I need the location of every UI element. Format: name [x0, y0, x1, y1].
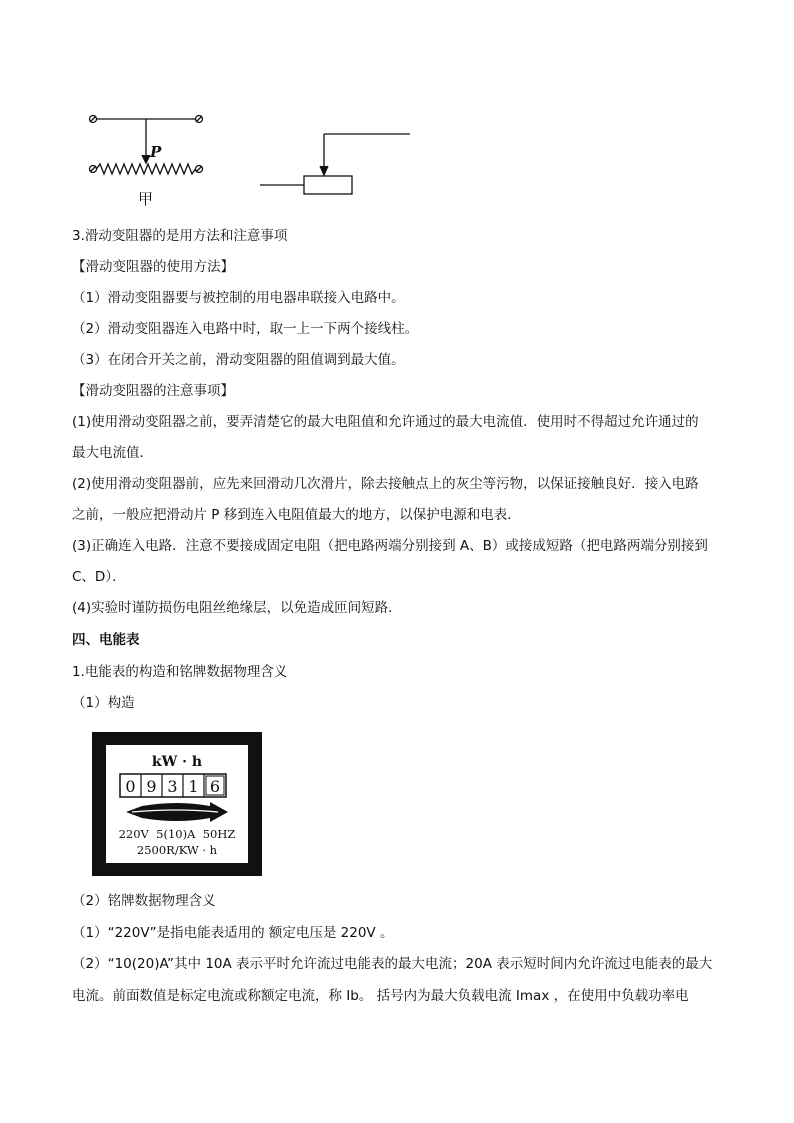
text-line: （2）滑动变阻器连入电路中时，取一上一下两个接线柱。: [72, 321, 419, 337]
text-line: （1）构造: [72, 695, 135, 711]
meter-digit: 9: [146, 777, 157, 796]
text-line: (3)正确连入电路．注意不要接成固定电阻（把电路两端分别接到 A、B）或接成短路（把电路两端分别接到: [72, 538, 708, 554]
text-line: 【滑动变阻器的注意事项】: [72, 383, 234, 399]
rheostat-schematic-figure: [260, 128, 414, 200]
slider-label-p: P: [150, 143, 162, 161]
text-line: C、D）．: [72, 569, 126, 585]
meter-digit: 1: [188, 777, 199, 796]
resistor-rectangle: [304, 176, 352, 194]
meter-unit-label: kW · h: [151, 754, 203, 770]
text-line: （2）“10(20)A”其中 10A 表示平时允许流过电能表的最大电流；20A 表示短时间内允许流过电能表的最大: [72, 956, 713, 972]
text-line: (2)使用滑动变阻器前，应先来回滑动几次滑片，除去接触点上的灰尘等污物，以保证接触良好．接入电路: [72, 476, 699, 492]
meter-digit: 0: [125, 777, 136, 796]
text-line: 电流。前面数值是标定电流或称额定电流，称 Ib。 括号内为最大负载电流 Imax ，在使用中负载功率电: [72, 988, 689, 1004]
figure-label-jia: 甲: [138, 190, 154, 208]
meter-rating-line-2: 2500R/KW · h: [136, 843, 218, 857]
text-line: （1）“220V”是指电能表适用的 额定电压是 220V 。: [72, 925, 394, 941]
text-line: 之前，一般应把滑动片 P 移到连入电阻值最大的地方，以保护电源和电表．: [72, 507, 521, 523]
text-line: （3）在闭合开关之前，滑动变阻器的阻值调到最大值。: [72, 352, 405, 368]
meter-digit-counter: [120, 774, 226, 797]
text-line: （1）滑动变阻器要与被控制的用电器串联接入电路中。: [72, 290, 405, 306]
electricity-meter-figure: [92, 732, 262, 876]
meter-rating-line-1: 220V 5(10)A 50HZ: [118, 827, 236, 841]
section-heading: 四、电能表: [72, 632, 140, 648]
text-line: (1)使用滑动变阻器之前，要弄清楚它的最大电阻值和允许通过的最大电流值．使用时不得超过允许通过的: [72, 414, 699, 430]
text-line: 【滑动变阻器的使用方法】: [72, 259, 234, 275]
meter-digit: 6: [209, 777, 221, 796]
rheostat-symbol-figure: [82, 106, 212, 208]
text-line: 最大电流值．: [72, 445, 153, 461]
text-line: 3.滑动变阻器的是用方法和注意事项: [72, 228, 288, 244]
meter-digit: 3: [167, 777, 178, 796]
text-line: 1.电能表的构造和铭牌数据物理含义: [72, 664, 288, 680]
text-line: （2）铭牌数据物理含义: [72, 893, 216, 909]
text-line: (4)实验时谨防损伤电阻丝绝缘层，以免造成匝间短路．: [72, 600, 402, 616]
